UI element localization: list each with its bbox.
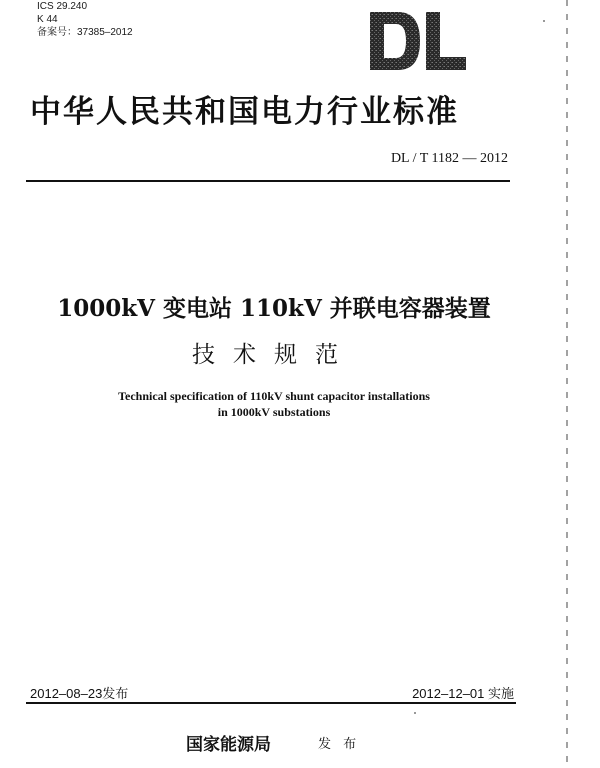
document-title-line2: 技术规范 xyxy=(192,342,356,368)
english-title-line2: in 1000kV substations xyxy=(217,405,331,419)
publisher-name: 国家能源局 xyxy=(186,735,271,755)
dl-logo xyxy=(368,10,468,72)
classification-code: K 44 xyxy=(37,14,58,25)
implementation-date: 2012–12–01 实施 xyxy=(412,686,514,701)
record-number: 备案号：37385–2012 xyxy=(37,27,133,38)
scan-edge-marks xyxy=(566,0,568,768)
ics-code: ICS 29.240 xyxy=(37,1,88,12)
publish-label: 发 布 xyxy=(318,737,361,752)
document-meta xyxy=(37,0,133,39)
document-title-line1: 1000kV 变电站 110kV 并联电容器装置 xyxy=(57,295,491,322)
issue-date: 2012–08–23发布 xyxy=(30,686,129,701)
english-title-line1: Technical specification of 110kV shunt capacitor installations xyxy=(118,389,430,403)
scan-speck xyxy=(414,712,416,714)
standard-code: DL / T 1182 — 2012 xyxy=(390,151,508,166)
scan-speck xyxy=(543,20,545,22)
organization-title: 中华人民共和国电力行业标准 xyxy=(30,94,459,130)
footer-divider xyxy=(26,702,516,704)
header-divider xyxy=(26,180,510,182)
